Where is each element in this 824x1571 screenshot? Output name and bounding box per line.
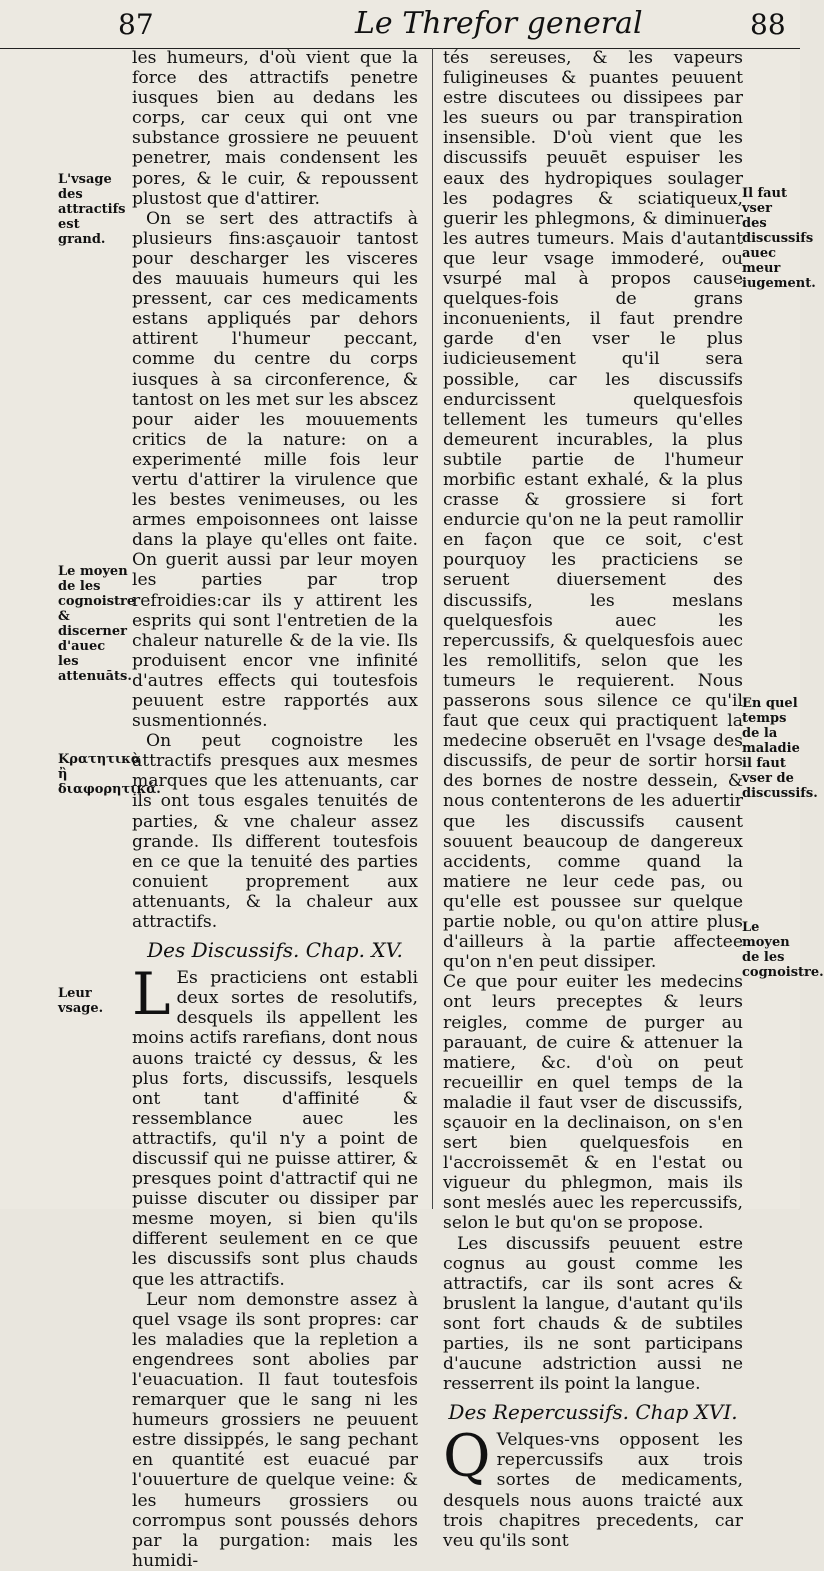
left-paragraph-4-text: Es practiciens ont establi deux sortes de resolutifs, desquels ils appellent les moins actifs rarefians, dont nous auons traicté cy dessus, & les plus forts, discussifs, lesquels ont tant d'affinité & ressemblance auec les attractifs, qu'il n'y a point de discussif qui ne puisse attirer, & presques point d'attractif qui ne puisse discuter ou dissiper par mesme moyen, si bien qu'ils different seulement en ce que les discussifs sont plus chauds que les attractifs. <box>132 968 418 1290</box>
drop-cap-l: L <box>132 960 171 1029</box>
left-paragraph-3: On peut cognoistre les attractifs presques aux mesmes marques que les attenuants, car ils ont tous esgales tenuités de parties, & vne chaleur assez grande. Ils different toutesfois en ce que la tenuité des parties conuient proprement aux attenuants, & la chaleur aux attractifs. <box>132 731 418 933</box>
running-title: Le Threfor general <box>355 6 643 41</box>
left-paragraph-2: On se sert des attractifs à plusieurs fins:asçauoir tantost pour descharger les visceres des mauuais humeurs qui les pressent, car ces medicaments estans appliqués par dehors attirent l'humeur peccant, comme du centre du corps iusques à sa circonference, & tantost on les met sur les abscez pour aider les mouuements critics de la nature: on a experimenté mille fois leur vertu d'attirer la virulence que les bestes venimeuses, ou les armes empoisonnees ont laisse dans la playe qu'elles ont faite. On guerit aussi par leur moyen les parties par trop refroidies:car ils y attirent les esprits qui sont l'entretien de la chaleur naturelle & de la vie. Ils produisent encor vne infinité d'autres effects qui toutesfois peuuent estre rapportés aux susmentionnés. <box>132 208 418 732</box>
chapter-16-heading: Des Repercussifs. Chap XVI. <box>448 1400 738 1425</box>
right-paragraph-1: tés sereuses, & les vapeurs fuligineuses & puantes peuuent estre discutees ou dissipees par les sueurs ou par transpiration insensible. D'où vient que les discussifs peuuēt espuiser les eaux des hydropiques soulager les podagres & sciatiqueux, guerir les phlegmons, & diminuer les autres tumeurs. Mais d'autant que leur vsage immoderé, ou vsurpé mal à propos cause quelques-fois de grans inconuenients, il faut prendre garde d'en vser le plus iudicieusement qu'il sera possible, car les discussifs endurcissent quelquesfois tellement les tumeurs qu'elles demeurent incurables, la plus subtile partie de l'humeur morbific estant exhalé, & la plus crasse & grossiere si fort endurcie qu'on ne la peut ramollir en façon que ce soit, c'est pourquoy les practiciens se seruent diuersement des discussifs, les meslans quelquesfois auec les repercussifs, & quelquesfois auec les remollitifs, selon que les tumeurs le requierent. Nous passerons sous silence ce qu'il faut que ceux qui practiquent la medecine obseruēt en l'vsage des discussifs, de peur de sortir hors des bornes de nostre dessein, & nous contenterons de les aduertir que les discussifs causent souuent beaucoup de dangereux accidents, comme quand la matiere ne leur cede pas, ou qu'elle est poussee sur quelque partie noble, ou qu'on attire plus d'ailleurs à la partie affectee qu'on n'en peut dissiper. <box>443 48 743 973</box>
margin-note-when: En quel temps de la maladie il faut vser de discussifs. <box>742 696 818 801</box>
left-paragraph-4 <box>132 960 418 1290</box>
left-paragraph-1: les humeurs, d'où vient que la force des attractifs penetre iusques bien au dedans les corps, car ceux qui ont vne substance grossiere ne peuuent penetrer, mais condensent les pores, & le cuir, & repoussent plustost que d'attirer. <box>132 48 418 209</box>
column-divider <box>432 48 433 1209</box>
margin-note-recognize-right: Le moyen de les cognoistre. <box>742 920 824 980</box>
right-paragraph-4 <box>443 1422 743 1551</box>
margin-note-judgement: Il faut vser des discussifs auec meur iugement. <box>742 186 816 291</box>
page-number-right: 88 <box>750 8 786 41</box>
margin-note-usage: L'vsage des attractifs est grand. <box>58 172 126 247</box>
right-column <box>443 48 743 1551</box>
drop-cap-q: Q <box>443 1422 491 1491</box>
right-paragraph-4-text: Velques-vns opposent les repercussifs aux trois sortes de medicaments, desquels nous auons traicté aux trois chapitres precedents, car veu qu'ils sont <box>443 1430 743 1551</box>
right-paragraph-2: Ce que pour euiter les medecins ont leurs preceptes & leurs reigles, comme de purger au parauant, de cuire & attenuer la matiere, &c. d'où on peut recueillir en quel temps de la maladie il faut vser de discussifs, sçauoir en la declinaison, on s'en sert bien quelquesfois en l'accroissemēt & en l'estat ou vigueur du phlegmon, mais ils sont meslés auec les repercussifs, selon le but qu'on se propose. <box>443 972 743 1234</box>
margin-note-greek: Κρατητικὰ ἢ διαφορητικά. <box>58 752 161 797</box>
margin-note-recognize: Le moyen de les cognoistre & discerner d'auec les attenuāts. <box>58 564 136 684</box>
left-paragraph-5: Leur nom demonstre assez à quel vsage ils sont propres: car les maladies que la repletion a engendrees sont abolies par l'euacuation. Il faut toutesfois remarquer que le sang ni les humeurs grossiers ne peuuent estre dissippés, le sang pechant en quantité est euacué par l'ouuerture de quelque veine: & les humeurs grossiers ou corrompus sont poussés dehors par la purgation: mais les humidi- <box>132 1289 418 1571</box>
page-header <box>0 0 800 49</box>
page-number-left: 87 <box>118 8 154 41</box>
left-column <box>132 48 418 1571</box>
margin-note-leur-usage: Leur vsage. <box>58 986 104 1016</box>
right-paragraph-3: Les discussifs peuuent estre cognus au goust comme les attractifs, car ils sont acres & bruslent la langue, d'autant qu'ils sont fort chauds & de subtiles parties, ils ne sont participans d'aucune adstriction aussi ne resserrent ils point la langue. <box>443 1233 743 1395</box>
chapter-15-heading: Des Discussifs. Chap. XV. <box>147 938 403 963</box>
